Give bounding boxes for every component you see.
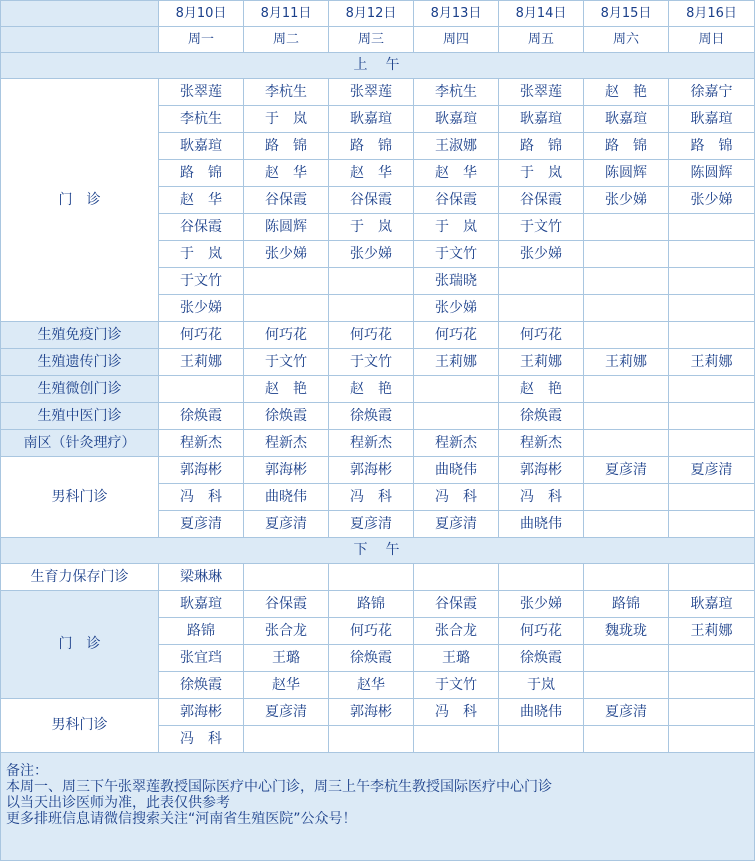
schedule-row bbox=[1, 349, 755, 376]
doctor-cell bbox=[669, 376, 755, 403]
doctor-cell: 王璐 bbox=[244, 645, 329, 672]
doctor-cell: 李杭生 bbox=[414, 79, 499, 106]
doctor-cell: 何巧花 bbox=[244, 322, 329, 349]
doctor-cell: 赵 华 bbox=[329, 160, 414, 187]
doctor-cell: 张翠莲 bbox=[329, 79, 414, 106]
doctor-cell: 何巧花 bbox=[159, 322, 244, 349]
doctor-cell bbox=[244, 295, 329, 322]
doctor-cell: 李杭生 bbox=[244, 79, 329, 106]
weekday-header-cell: 周三 bbox=[329, 27, 414, 53]
doctor-cell bbox=[329, 295, 414, 322]
doctor-cell: 曲晓伟 bbox=[499, 511, 584, 538]
header-corner-cell bbox=[1, 1, 159, 27]
schedule-row bbox=[1, 591, 755, 618]
doctor-cell bbox=[584, 564, 669, 591]
doctor-cell: 于文竹 bbox=[414, 672, 499, 699]
doctor-cell: 谷保霞 bbox=[414, 591, 499, 618]
doctor-cell bbox=[329, 726, 414, 753]
doctor-cell: 李杭生 bbox=[159, 106, 244, 133]
weekday-header-cell: 周日 bbox=[669, 27, 755, 53]
doctor-cell: 赵 华 bbox=[414, 160, 499, 187]
doctor-cell bbox=[669, 322, 755, 349]
doctor-cell bbox=[499, 726, 584, 753]
doctor-cell: 谷保霞 bbox=[244, 591, 329, 618]
doctor-cell: 程新杰 bbox=[159, 430, 244, 457]
doctor-cell: 耿嘉瑄 bbox=[329, 106, 414, 133]
date-header-cell: 8月14日 bbox=[499, 1, 584, 27]
schedule-row bbox=[1, 457, 755, 484]
doctor-cell bbox=[584, 484, 669, 511]
doctor-cell: 谷保霞 bbox=[159, 214, 244, 241]
doctor-cell: 郭海彬 bbox=[499, 457, 584, 484]
doctor-cell: 王莉娜 bbox=[669, 349, 755, 376]
doctor-cell: 张合龙 bbox=[244, 618, 329, 645]
doctor-cell bbox=[669, 511, 755, 538]
doctor-cell: 魏珑珑 bbox=[584, 618, 669, 645]
doctor-cell: 徐焕霞 bbox=[499, 645, 584, 672]
doctor-cell: 徐焕霞 bbox=[244, 403, 329, 430]
doctor-cell: 赵 艳 bbox=[499, 376, 584, 403]
doctor-cell: 何巧花 bbox=[329, 618, 414, 645]
doctor-cell bbox=[244, 268, 329, 295]
doctor-cell: 冯 科 bbox=[159, 726, 244, 753]
doctor-cell: 郭海彬 bbox=[159, 457, 244, 484]
doctor-cell bbox=[584, 672, 669, 699]
doctor-cell: 于 岚 bbox=[329, 214, 414, 241]
doctor-cell: 谷保霞 bbox=[414, 187, 499, 214]
doctor-cell: 于文竹 bbox=[329, 349, 414, 376]
doctor-cell: 谷保霞 bbox=[499, 187, 584, 214]
doctor-cell: 王淑娜 bbox=[414, 133, 499, 160]
doctor-cell: 徐焕霞 bbox=[329, 645, 414, 672]
header-corner-cell bbox=[1, 27, 159, 53]
doctor-cell: 王莉娜 bbox=[499, 349, 584, 376]
doctor-cell bbox=[499, 564, 584, 591]
doctor-cell: 王莉娜 bbox=[414, 349, 499, 376]
doctor-cell bbox=[584, 295, 669, 322]
weekday-header-cell: 周五 bbox=[499, 27, 584, 53]
doctor-cell bbox=[584, 511, 669, 538]
doctor-cell: 曲晓伟 bbox=[414, 457, 499, 484]
department-label: 男科门诊 bbox=[1, 457, 159, 538]
doctor-cell bbox=[159, 376, 244, 403]
remarks-box bbox=[1, 753, 755, 861]
doctor-cell: 于 岚 bbox=[414, 214, 499, 241]
doctor-cell: 赵 艳 bbox=[244, 376, 329, 403]
doctor-cell: 王莉娜 bbox=[584, 349, 669, 376]
doctor-cell: 程新杰 bbox=[499, 430, 584, 457]
doctor-cell: 张瑞晓 bbox=[414, 268, 499, 295]
department-label: 生殖微创门诊 bbox=[1, 376, 159, 403]
doctor-cell bbox=[584, 241, 669, 268]
doctor-cell: 赵 华 bbox=[244, 160, 329, 187]
doctor-cell: 耿嘉瑄 bbox=[669, 591, 755, 618]
doctor-cell: 陈圆辉 bbox=[244, 214, 329, 241]
doctor-cell: 夏彦清 bbox=[244, 511, 329, 538]
doctor-cell bbox=[499, 295, 584, 322]
doctor-cell: 路锦 bbox=[584, 591, 669, 618]
doctor-cell: 谷保霞 bbox=[329, 187, 414, 214]
schedule-row bbox=[1, 564, 755, 591]
doctor-cell: 张翠莲 bbox=[499, 79, 584, 106]
doctor-cell bbox=[584, 376, 669, 403]
date-header-cell: 8月15日 bbox=[584, 1, 669, 27]
doctor-cell bbox=[414, 726, 499, 753]
weekday-header-row bbox=[1, 27, 755, 53]
schedule-row bbox=[1, 376, 755, 403]
doctor-cell bbox=[584, 430, 669, 457]
doctor-cell: 于 岚 bbox=[499, 160, 584, 187]
doctor-cell: 路 锦 bbox=[584, 133, 669, 160]
doctor-cell: 赵 华 bbox=[159, 187, 244, 214]
doctor-cell bbox=[414, 376, 499, 403]
doctor-cell bbox=[669, 699, 755, 726]
remark-line: 更多排班信息请微信搜索关注“河南省生殖医院”公众号！ bbox=[6, 811, 357, 827]
doctor-cell: 徐嘉宁 bbox=[669, 79, 755, 106]
doctor-cell: 梁琳琳 bbox=[159, 564, 244, 591]
doctor-cell bbox=[669, 403, 755, 430]
date-header-row bbox=[1, 1, 755, 27]
doctor-cell: 耿嘉瑄 bbox=[414, 106, 499, 133]
doctor-cell: 王莉娜 bbox=[669, 618, 755, 645]
doctor-cell bbox=[244, 726, 329, 753]
department-label: 生殖遗传门诊 bbox=[1, 349, 159, 376]
department-label: 男科门诊 bbox=[1, 699, 159, 753]
doctor-cell: 路 锦 bbox=[669, 133, 755, 160]
doctor-cell: 徐焕霞 bbox=[159, 403, 244, 430]
doctor-cell: 曲晓伟 bbox=[244, 484, 329, 511]
doctor-cell: 于文竹 bbox=[499, 214, 584, 241]
doctor-cell: 路 锦 bbox=[499, 133, 584, 160]
doctor-cell: 夏彦清 bbox=[669, 457, 755, 484]
doctor-cell bbox=[669, 645, 755, 672]
date-header-cell: 8月11日 bbox=[244, 1, 329, 27]
date-header-cell: 8月13日 bbox=[414, 1, 499, 27]
doctor-cell bbox=[584, 645, 669, 672]
doctor-cell: 张少娣 bbox=[499, 241, 584, 268]
doctor-cell: 于 岚 bbox=[244, 106, 329, 133]
remarks-row bbox=[1, 753, 755, 861]
doctor-cell: 夏彦清 bbox=[159, 511, 244, 538]
doctor-cell: 何巧花 bbox=[414, 322, 499, 349]
doctor-cell: 郭海彬 bbox=[159, 699, 244, 726]
doctor-cell bbox=[414, 403, 499, 430]
doctor-cell: 王莉娜 bbox=[159, 349, 244, 376]
doctor-cell: 张少娣 bbox=[414, 295, 499, 322]
doctor-cell: 冯 科 bbox=[159, 484, 244, 511]
doctor-cell: 夏彦清 bbox=[584, 699, 669, 726]
department-label: 生殖中医门诊 bbox=[1, 403, 159, 430]
doctor-cell: 赵 艳 bbox=[584, 79, 669, 106]
doctor-cell: 赵华 bbox=[244, 672, 329, 699]
doctor-cell bbox=[669, 241, 755, 268]
doctor-cell bbox=[584, 403, 669, 430]
doctor-cell: 徐焕霞 bbox=[329, 403, 414, 430]
doctor-cell: 张合龙 bbox=[414, 618, 499, 645]
schedule-row bbox=[1, 322, 755, 349]
doctor-cell: 程新杰 bbox=[414, 430, 499, 457]
doctor-cell: 程新杰 bbox=[329, 430, 414, 457]
doctor-cell: 于 岚 bbox=[159, 241, 244, 268]
date-header-cell: 8月10日 bbox=[159, 1, 244, 27]
section-title: 上 午 bbox=[1, 53, 755, 79]
doctor-cell: 陈圆辉 bbox=[584, 160, 669, 187]
doctor-cell: 张少娣 bbox=[244, 241, 329, 268]
weekday-header-cell: 周四 bbox=[414, 27, 499, 53]
section-row bbox=[1, 538, 755, 564]
doctor-cell bbox=[669, 430, 755, 457]
schedule-row bbox=[1, 79, 755, 106]
doctor-cell bbox=[584, 214, 669, 241]
schedule-row bbox=[1, 430, 755, 457]
doctor-cell: 谷保霞 bbox=[244, 187, 329, 214]
doctor-cell: 徐焕霞 bbox=[499, 403, 584, 430]
doctor-cell bbox=[499, 268, 584, 295]
doctor-cell: 路 锦 bbox=[244, 133, 329, 160]
department-label: 生殖免疫门诊 bbox=[1, 322, 159, 349]
doctor-cell: 耿嘉瑄 bbox=[159, 133, 244, 160]
schedule-row bbox=[1, 699, 755, 726]
doctor-cell: 耿嘉瑄 bbox=[499, 106, 584, 133]
doctor-cell: 张少娣 bbox=[159, 295, 244, 322]
doctor-cell bbox=[669, 295, 755, 322]
section-row bbox=[1, 53, 755, 79]
doctor-cell bbox=[584, 726, 669, 753]
doctor-cell: 郭海彬 bbox=[244, 457, 329, 484]
doctor-cell bbox=[244, 564, 329, 591]
department-label: 门 诊 bbox=[1, 79, 159, 322]
doctor-cell: 于文竹 bbox=[159, 268, 244, 295]
date-header-cell: 8月16日 bbox=[669, 1, 755, 27]
doctor-cell: 冯 科 bbox=[329, 484, 414, 511]
doctor-cell: 王璐 bbox=[414, 645, 499, 672]
doctor-cell: 冯 科 bbox=[414, 699, 499, 726]
doctor-cell: 于文竹 bbox=[414, 241, 499, 268]
doctor-cell bbox=[669, 672, 755, 699]
doctor-cell: 路锦 bbox=[159, 618, 244, 645]
section-title: 下 午 bbox=[1, 538, 755, 564]
doctor-cell: 何巧花 bbox=[499, 618, 584, 645]
doctor-cell: 赵华 bbox=[329, 672, 414, 699]
doctor-cell bbox=[669, 726, 755, 753]
doctor-cell: 路 锦 bbox=[159, 160, 244, 187]
doctor-cell: 夏彦清 bbox=[414, 511, 499, 538]
doctor-cell bbox=[584, 268, 669, 295]
doctor-cell: 路 锦 bbox=[329, 133, 414, 160]
doctor-cell: 张少娣 bbox=[584, 187, 669, 214]
doctor-cell bbox=[669, 484, 755, 511]
schedule-row bbox=[1, 403, 755, 430]
doctor-cell bbox=[669, 214, 755, 241]
doctor-cell: 冯 科 bbox=[414, 484, 499, 511]
doctor-cell: 耿嘉瑄 bbox=[669, 106, 755, 133]
doctor-cell: 夏彦清 bbox=[584, 457, 669, 484]
doctor-cell: 曲晓伟 bbox=[499, 699, 584, 726]
doctor-cell: 赵 艳 bbox=[329, 376, 414, 403]
weekday-header-cell: 周二 bbox=[244, 27, 329, 53]
doctor-cell: 程新杰 bbox=[244, 430, 329, 457]
doctor-cell: 陈圆辉 bbox=[669, 160, 755, 187]
weekday-header-cell: 周六 bbox=[584, 27, 669, 53]
doctor-cell: 郭海彬 bbox=[329, 457, 414, 484]
department-label: 南区（针灸理疗） bbox=[1, 430, 159, 457]
doctor-cell bbox=[584, 322, 669, 349]
doctor-cell: 夏彦清 bbox=[244, 699, 329, 726]
doctor-cell: 路锦 bbox=[329, 591, 414, 618]
doctor-cell: 郭海彬 bbox=[329, 699, 414, 726]
weekday-header-cell: 周一 bbox=[159, 27, 244, 53]
doctor-cell: 冯 科 bbox=[499, 484, 584, 511]
doctor-cell bbox=[669, 564, 755, 591]
doctor-cell: 于文竹 bbox=[244, 349, 329, 376]
doctor-cell: 张少娣 bbox=[669, 187, 755, 214]
doctor-cell bbox=[669, 268, 755, 295]
doctor-cell bbox=[329, 268, 414, 295]
remark-line: 本周一、周三下午张翠莲教授国际医疗中心门诊，周三上午李杭生教授国际医疗中心门诊 bbox=[6, 779, 552, 795]
doctor-cell: 张翠莲 bbox=[159, 79, 244, 106]
department-label: 门 诊 bbox=[1, 591, 159, 699]
remark-line: 备注： bbox=[6, 763, 48, 779]
department-label: 生育力保存门诊 bbox=[1, 564, 159, 591]
doctor-cell: 徐焕霞 bbox=[159, 672, 244, 699]
date-header-cell: 8月12日 bbox=[329, 1, 414, 27]
remark-line: 以当天出诊医师为准，此表仅供参考 bbox=[6, 795, 230, 811]
doctor-cell: 何巧花 bbox=[329, 322, 414, 349]
doctor-cell: 何巧花 bbox=[499, 322, 584, 349]
doctor-cell: 张宜珰 bbox=[159, 645, 244, 672]
doctor-cell: 张少娣 bbox=[329, 241, 414, 268]
doctor-cell bbox=[414, 564, 499, 591]
doctor-cell: 耿嘉瑄 bbox=[584, 106, 669, 133]
doctor-cell: 夏彦清 bbox=[329, 511, 414, 538]
doctor-cell: 张少娣 bbox=[499, 591, 584, 618]
doctor-cell: 于岚 bbox=[499, 672, 584, 699]
doctor-cell: 耿嘉瑄 bbox=[159, 591, 244, 618]
doctor-cell bbox=[329, 564, 414, 591]
